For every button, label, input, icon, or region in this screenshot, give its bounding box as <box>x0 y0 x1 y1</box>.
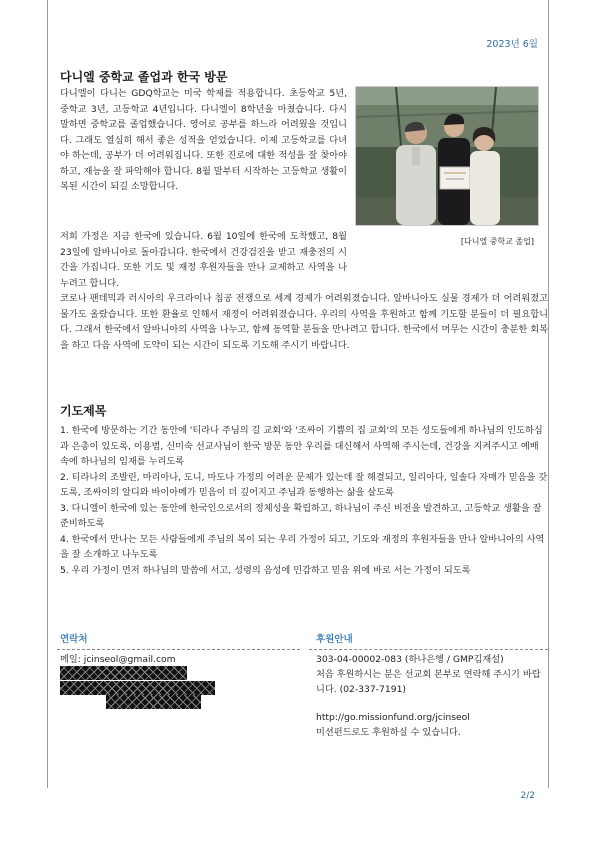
redacted-block <box>60 681 215 695</box>
support-account: 303-04-00002-083 (하나은행 / GMP김재설) <box>316 654 504 665</box>
prayer-item: 2. 티라나의 조발린, 마리아나, 도니, 마도나 가정의 어려운 문제가 있는데 잘 해결되고, 일리아다, 일솔다 자매가 믿음을 갖도록, 조싸이의 알디와 바이아메가 믿음이 더 깊어지고 주님과 동행하는 삶을 살도록 <box>60 471 548 498</box>
article-paragraph-1: 다니엘이 다니는 GDQ학교는 미국 학제를 적용합니다. 초등학교 5년, 중학교 3년, 고등학교 4년입니다. 다니엘이 8학년을 마쳤습니다. 다시 말하면 중학교를 졸업했습니다. 영어로 공부를 하느라 어려웠을 것입니다. 그래도 열심히 해서 좋은 성적을 얻었습니다. 이제 고등학교를 다녀야 하는데, 공부가 더 어려워집니다. 또한 진로에 대한 적성을 잘 찾아야 하고, 재능을 잘 파악해야 합니다. 8월 말부터 시작하는 고등학교 생활이 복된 시간이 되길 소망합니다. <box>60 88 347 192</box>
prayer-item: 3. 다니엘이 한국에 있는 동안에 한국인으로서의 정체성을 확립하고, 하나님이 주신 비전을 발견하고, 고등학교 생활을 잘 준비하도록 <box>60 502 542 529</box>
page-number: 2/2 <box>520 791 535 801</box>
contact-divider <box>57 649 300 650</box>
prayer-title: 기도제목 <box>60 404 107 418</box>
redacted-block <box>106 695 201 709</box>
graduation-photo <box>355 86 539 226</box>
prayer-list <box>60 423 548 578</box>
support-divider <box>309 649 548 650</box>
support-note-2: 미션펀드로도 후원하실 수 있습니다. <box>316 727 461 738</box>
prayer-item: 5. 우리 가정이 먼저 하나님의 말씀에 서고, 성령의 음성에 민감하고 믿음 위에 바로 서는 가정이 되도록 <box>60 564 471 576</box>
prayer-item: 1. 한국에 방문하는 기간 동안에 '티라나 주님의 길 교회'와 '조싸이 기쁨의 집 교회'의 모든 성도들에게 하나님의 인도하심과 은총이 있도록, 이용범, 신미숙 선교사님이 한국 방문 동안 우리를 대신해서 사역해 주시는데, 건강을 지켜주시고 예배 속에 하나님의 임재를 누리도록 <box>60 425 543 467</box>
left-border-line <box>47 0 48 788</box>
contact-title: 연락처 <box>60 634 88 645</box>
right-border-line <box>548 0 549 788</box>
prayer-item: 4. 한국에서 만나는 모든 사람들에게 주님의 복이 되는 우리 가정이 되고, 기도와 재정의 후원자들을 만나 알바니아의 사역을 잘 소개하고 나누도록 <box>60 533 545 560</box>
article-title: 다니엘 중학교 졸업과 한국 방문 <box>60 70 228 84</box>
article-paragraph-2-wrapped: 저희 가정은 지금 한국에 있습니다. 6월 10일에 한국에 도착했고, 8월 23일에 알바니아로 돌아갑니다. 한국에서 건강검진을 받고 재충전의 시간을 가집니다. 또한 기도 및 재정 후원자들을 만나 교제하고 사역을 나누려고 합니다. <box>60 231 347 289</box>
support-note: 처음 후원하시는 분은 선교회 본부로 연락해 주시기 바랍니다. (02-337-7191) <box>316 669 541 695</box>
article-paragraph-2-full: 코로나 팬데믹과 러시아의 우크라이나 침공 전쟁으로 세계 경제가 어려워졌습니다. 알바니아도 실물 경제가 더 어려워졌고 물가도 올랐습니다. 또한 환율로 인해서 재정이 어려워졌습니다. 우리의 사역을 후원하고 함께 기도할 분들이 더 필요합니다. 그래서 한국에서 알바니아의 사역을 나누고, 함께 동역할 분들을 만나려고 합니다. 한국에서 머무는 시간이 충분한 회복을 하고 다음 사역에 도약이 되는 시간이 되도록 기도해 주시기 바랍니다. <box>60 293 548 351</box>
support-url[interactable]: http://go.missionfund.org/jcinseol <box>316 712 470 723</box>
support-title: 후원안내 <box>316 634 353 645</box>
date-label: 2023년 6월 <box>486 39 538 50</box>
graduation-photo-illustration <box>356 87 538 225</box>
contact-email: 메일: jcinseol@gmail.com <box>60 654 176 665</box>
photo-caption: [다니엘 중학교 졸업] <box>460 237 534 246</box>
redacted-block <box>60 666 187 680</box>
